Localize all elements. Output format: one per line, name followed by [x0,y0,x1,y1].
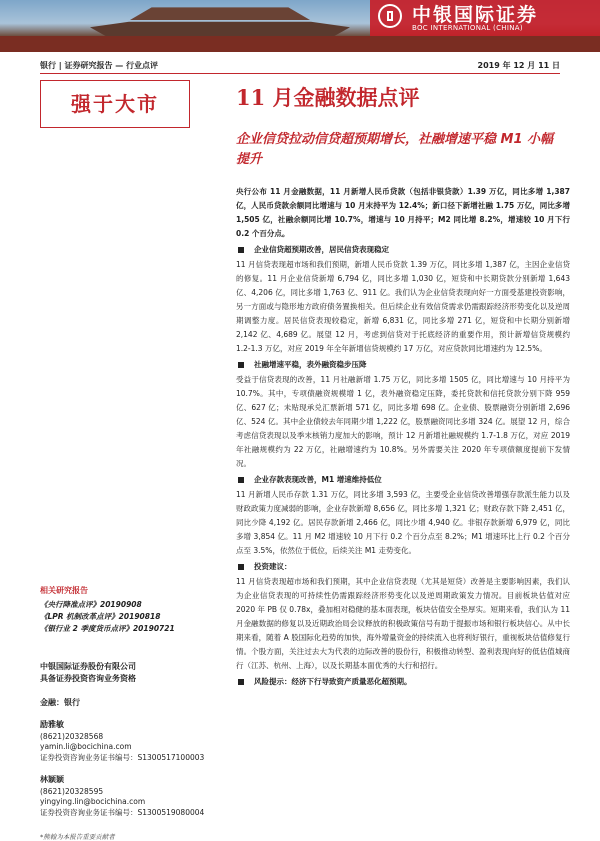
section-body: 受益于信贷表现的改善，11 月社融新增 1.75 万亿，同比多增 1505 亿，同比增速与 10 月持平为 10.7%。其中，专项债融资规模增 1 亿，表外融资稳定压降，委托贷款和信托贷款分别下降 959 亿、627 亿；未贴现承兑汇票新增 571 亿，同比多增 698 亿。企业债、股票融资分别新增 2,696 亿、524 亿。其中企业债较去年同期少增 1,222 亿，股票融资同比多增 324 亿。展望 12 月，综合考虑信贷表现以及季末核销力度加大的影响，预计 12 月新增社融规模约 1.7-1.8 万亿，对应 2019 年社融规模约为 22 万亿，社融增速约为 10.8%。另外需要关注 2020 年专项债额度提前下发情况。 [236,375,570,468]
sector-label: 金融：银行 [40,698,80,707]
section-title: 企业信贷超预期改善，居民信贷表现稳定 [236,243,570,257]
org-qualification: 具备证券投资咨询业务资格 [40,674,136,683]
analyst-cert: 证券投资咨询业务证书编号：S1300517100003 [40,752,205,762]
analyst-card [40,775,220,818]
logo-chinese-name: 中银国际证券 [412,4,539,26]
related-reports-title: 相关研究报告 [40,586,88,595]
sidebar [40,585,220,841]
analyst-cert: 证券投资咨询业务证书编号：S1300519080004 [40,807,205,817]
section-title: 社融增速平稳，表外融资稳步压降 [236,358,570,372]
main-content [236,185,570,690]
company-logo [370,0,600,36]
analyst-card [40,720,220,763]
section-title: 投资建议： [236,560,570,574]
header-banner [0,0,600,52]
analyst-phone: (8621)20328595 [40,786,104,796]
analyst-name: 林颖颖 [40,775,64,784]
report-title: 11 月金融数据点评 [236,85,420,110]
palace-wall [0,36,600,52]
section-body: 11 月信贷表现超市场和我们预期，新增人民币贷款 1.39 万亿，同比多增 1,387 亿，主因企业信贷的修复。11 月企业信贷新增 6,794 亿，同比多增 1,030 亿，短贷和中长期贷款分别新增 1,643 亿、4,206 亿，同比多增 1,763 亿、911 亿。我们认为企业信贷表现向好一方面受基建投资影响，另一方面或与隐形地方政府债务置换相关。但后续企业有效信贷需求仍需跟踪经济形势变化以及逆周期调整力度。居民信贷表现较稳定，新增 6,831 亿，同比多增 271 亿，短贷和中长期分别新增 2,142 亿、4,689 亿。展望 12 月，考虑到信贷对于托底经济的重要作用，预计新增信贷规模约 1.2-1.3 万亿，对应 2019 年全年新增信贷规模约 17 万亿，对应贷款同比增速约为 12.5%。 [236,260,570,353]
boc-logo-icon [378,4,402,28]
report-date: 2019 年 12 月 11 日 [477,61,560,70]
analyst-email[interactable]: yingying.lin@bocichina.com [40,797,146,806]
risk-warning: 风险提示：经济下行导致资产质量恶化超预期。 [236,675,570,689]
related-report-item[interactable]: 《央行降准点评》20190908 [40,600,142,609]
breadcrumb: 银行 | 证券研究报告 — 行业点评 [40,61,159,70]
report-subtitle: 企业信贷拉动信贷超预期增长，社融增速平稳 M1 小幅提升 [236,132,554,167]
rating-box: 强于大市 [40,80,190,128]
org-name: 中银国际证券股份有限公司 [40,662,136,671]
analyst-name: 励雅敏 [40,720,64,729]
contributor-note: *熊翰为本报告重要贡献者 [40,833,115,841]
analyst-email[interactable]: yamin.li@bocichina.com [40,742,132,751]
section-body: 11 月信贷表现超市场和我们预期，其中企业信贷表现（尤其是短贷）改善是主要影响因素，我们认为企业信贷表现的可持续性仍需跟踪经济形势变化以及逆周期政策发力情况。目前板块估值对应 2020 年 PB 仅 0.78x，叠加相对稳健的基本面表现，板块估值安全垫厚实。短期来看，我们认为 11 月金融数据的修复以及近期政治局会议释放的积极政策信号有助于提振市场和银行板块信心。从中长期来看，随着 A 股国际化趋势的加快，海外增量资金的持续流入也将利好银行，重视板块估值修复行情。个股方面，关注过去大为代表的边际改善的股份行，积极推动转型、盈利表现向好的低估值城商行（江苏、杭州、上海），以及长期基本面优秀的大行和招行。 [236,577,570,670]
section-body: 11 月新增人民币存款 1.31 万亿，同比多增 3,593 亿，主要受企业信贷改善增强存款派生能力以及财政政策力度减弱的影响，企业存款新增 8,656 亿，同比多增 1,321 亿；财政存款下降 2,451 亿，同比少降 4,192 亿。居民存款新增 2,466 亿，同比少增 4,940 亿。非银存款新增 6,979 亿，同比多增 3,854 亿。11 月 M2 增速较 10 月下行 0.2 个百分点至 8.2%；M1 增速环比上行 0.2 个百分点至 3.5%，依然位于低位，后续关注 M1 走势变化。 [236,490,570,555]
related-report-item[interactable]: 《LPR 机制改革点评》20190818 [40,612,161,621]
section-title: 企业存款表现改善，M1 增速维持低位 [236,473,570,487]
summary-paragraph: 央行公布 11 月金融数据，11 月新增人民币贷款（包括非银贷款）1.39 万亿，同比多增 1,387 亿，人民币贷款余额同比增速与 10 月末持平为 12.4%；新口径下新增社融 1.75 万亿，同比多增 1,505 亿，社融余额同比增 10.7%，增速与 10 月持平；M2 同比增 8.2%，增速较 10 月下行 0.2 个百分点。 [236,187,570,238]
header-divider [40,73,560,74]
analyst-phone: (8621)20328568 [40,731,104,741]
logo-english-name: BOC INTERNATIONAL (CHINA) [412,24,523,32]
palace-roof-upper [130,2,310,20]
related-report-item[interactable]: 《银行业 2 季度货币点评》20190721 [40,624,175,633]
